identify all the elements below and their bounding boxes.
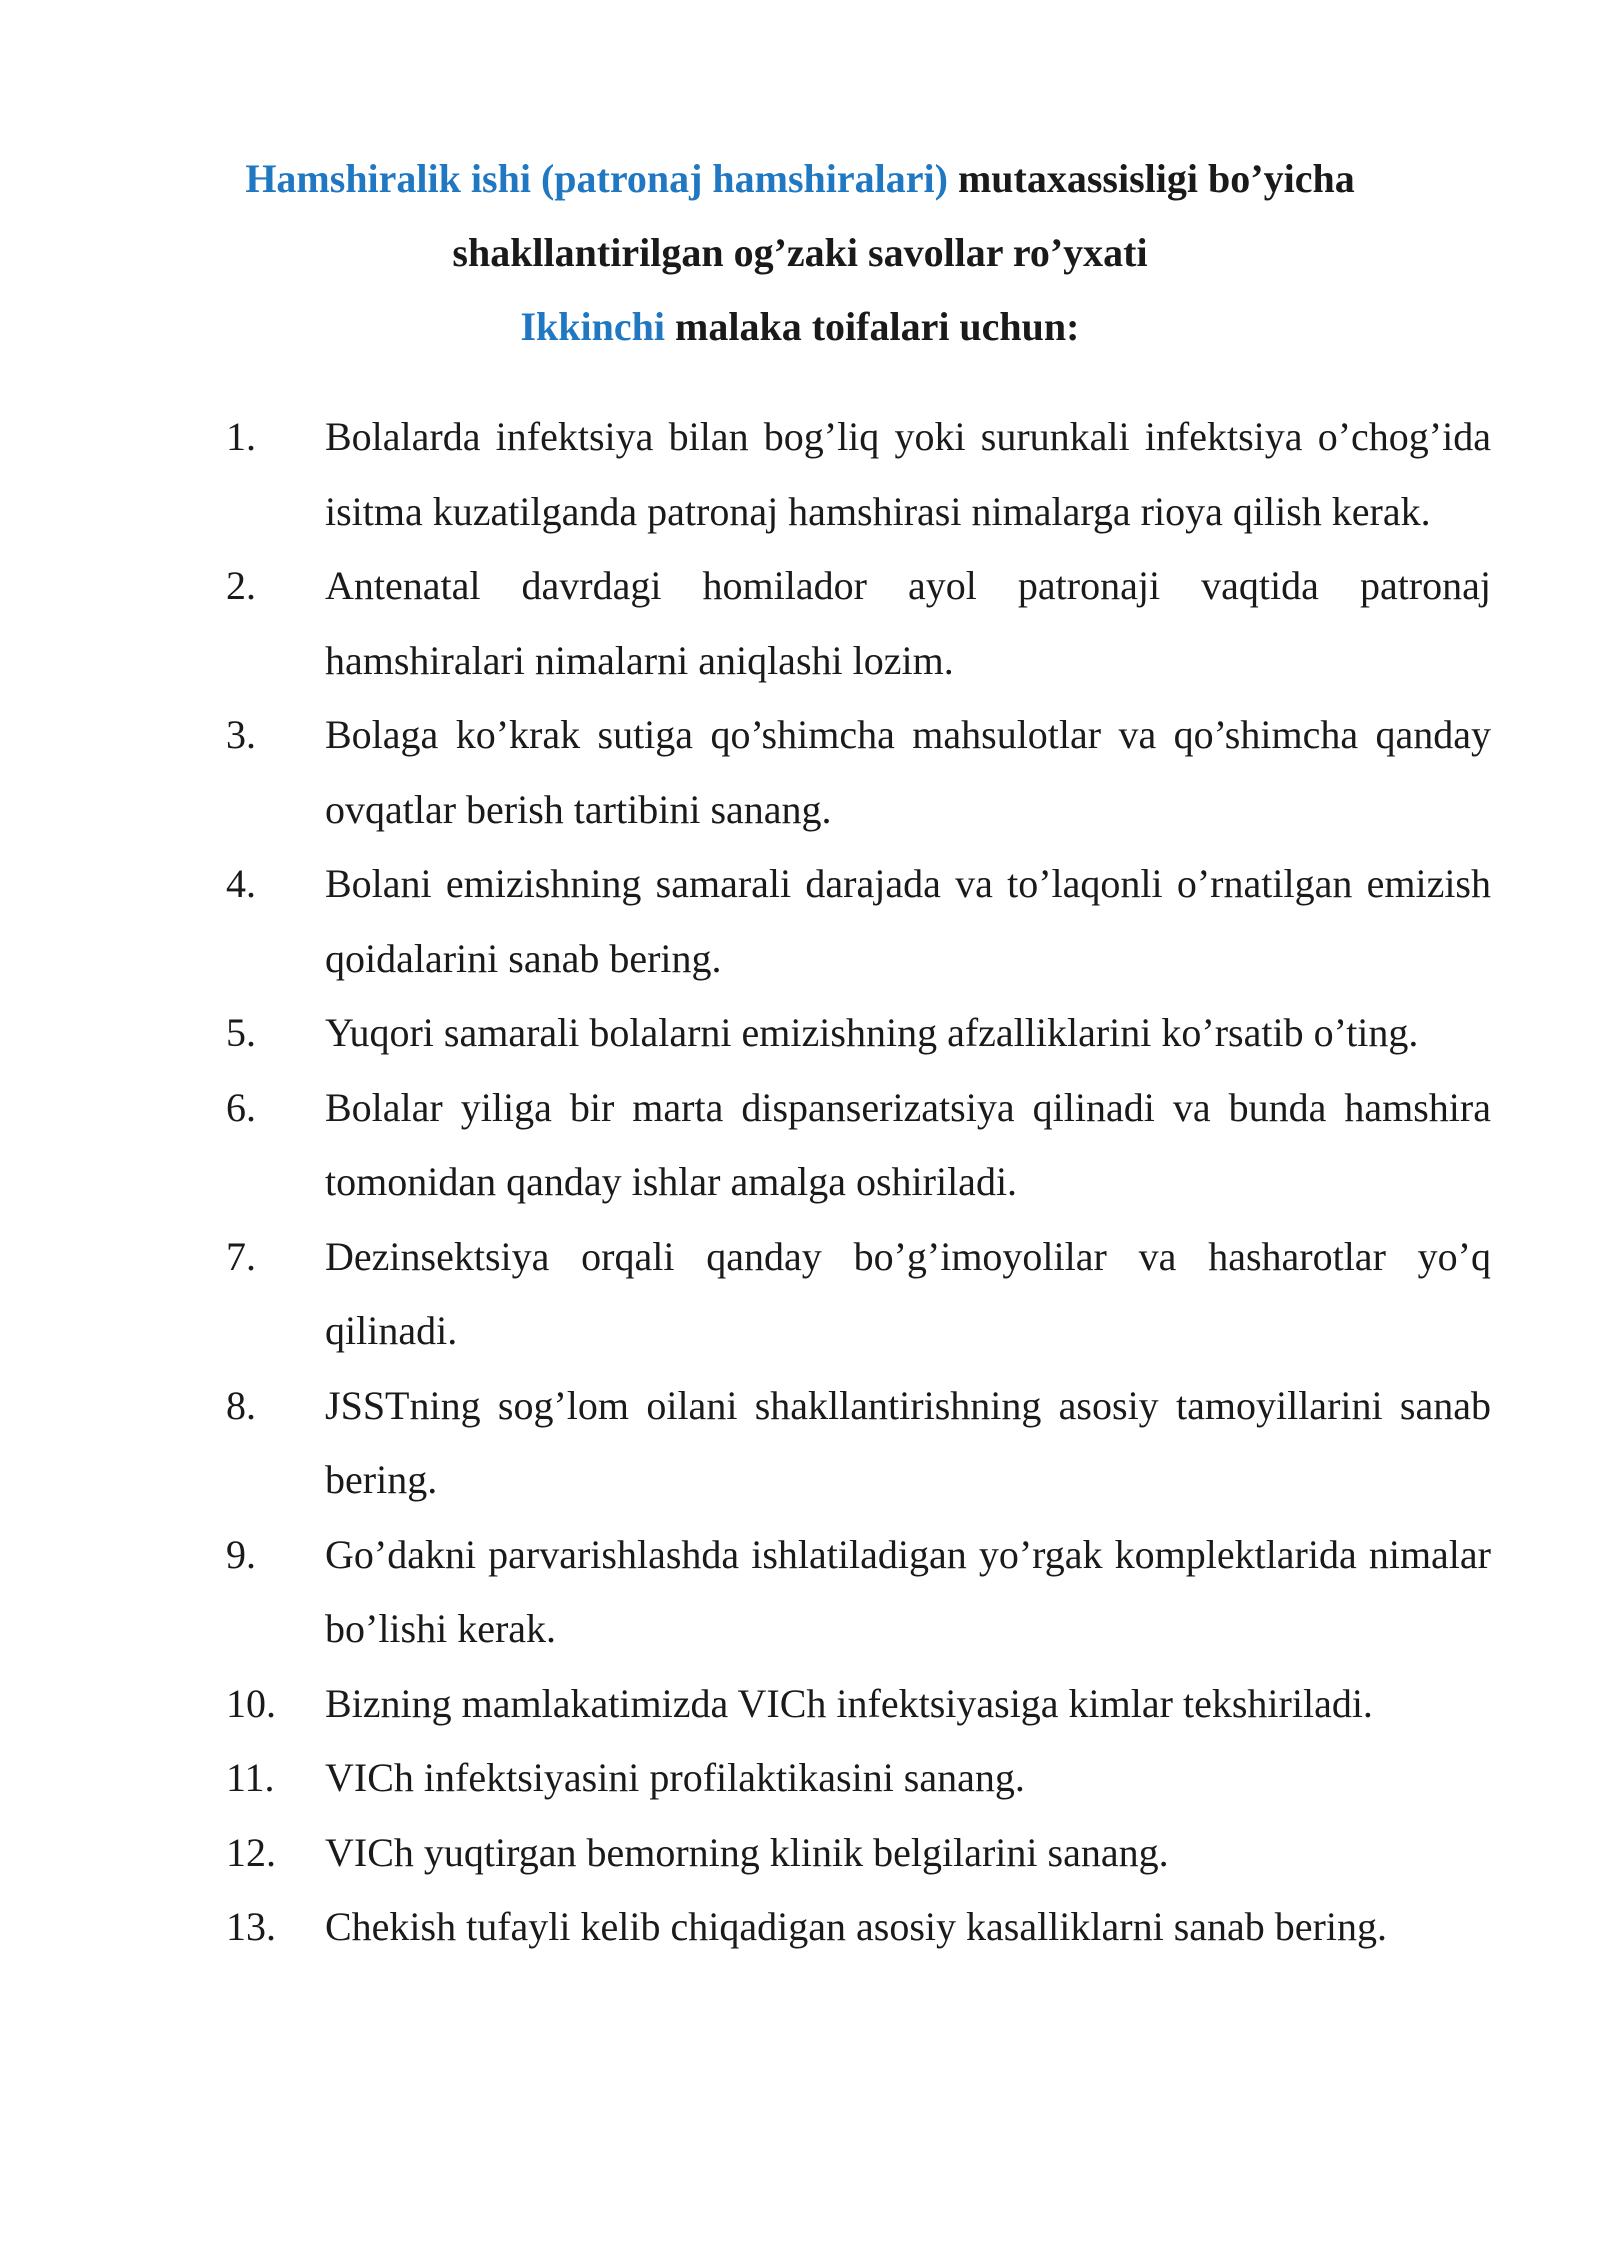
question-number: 4.: [226, 861, 256, 906]
question-text: VICh yuqtirgan bemorning klinik belgilarini sanang.: [325, 1829, 1169, 1875]
question-item: [226, 1071, 1491, 1220]
question-item: [226, 1369, 1491, 1518]
question-item: [226, 698, 1491, 847]
heading-line-3-rest: malaka toifalari uchun:: [665, 304, 1080, 349]
heading-line-2: shakllantirilgan og’zaki savollar ro’yxati: [452, 230, 1148, 275]
question-text: Chekish tufayli kelib chiqadigan asosiy kasalliklarni sanab bering.: [325, 1904, 1387, 1949]
question-text: Go’dakni parvarishlashda ishlatiladigan yo’rgak komplektlarida nimalar bo’lishi kerak.: [325, 1531, 1491, 1651]
question-text: Bolaga ko’krak sutiga qo’shimcha mahsulotlar va qo’shimcha qanday ovqatlar berish tartibini sanang.: [325, 712, 1491, 832]
question-text: Dezinsektsiya orqali qanday bo’g’imoyolilar va hasharotlar yo’q qilinadi.: [325, 1233, 1491, 1353]
question-item: [226, 1518, 1491, 1667]
questions-list: [226, 400, 1491, 1965]
heading-specialty: Hamshiralik ishi (patronaj hamshiralari): [245, 156, 948, 201]
question-number: 5.: [226, 1010, 256, 1055]
question-text: JSSTning sog’lom oilani shakllantirishning asosiy tamoyillarini sanab bering.: [325, 1382, 1491, 1502]
question-number: 10.: [226, 1680, 276, 1726]
document-heading: [200, 142, 1400, 364]
question-text: Yuqori samarali bolalarni emizishning afzalliklarini ko’rsatib o’ting.: [325, 1010, 1419, 1055]
question-item: [226, 549, 1491, 698]
question-item: [226, 1890, 1491, 1965]
heading-line-1: [200, 142, 1400, 216]
question-item: [226, 1741, 1491, 1816]
question-item: [226, 996, 1491, 1071]
question-text: Bolani emizishning samarali darajada va to’laqonli o’rnatilgan emizish qoidalarini sanab bering.: [325, 861, 1491, 981]
question-number: 13.: [226, 1904, 276, 1949]
heading-category: Ikkinchi: [520, 304, 666, 349]
question-item: [226, 1220, 1491, 1369]
question-number: 2.: [226, 563, 256, 608]
question-text: VICh infektsiyasini profilaktikasini sanang.: [325, 1755, 1025, 1800]
question-text: Bolalarda infektsiya bilan bog’liq yoki surunkali infektsiya o’chog’ida isitma kuzatilganda patronaj hamshirasi nimalarga rioya qilish kerak.: [325, 414, 1491, 534]
question-item: [226, 400, 1491, 549]
heading-line-3: [200, 290, 1400, 364]
question-item: [226, 847, 1491, 996]
question-number: 6.: [226, 1084, 256, 1130]
heading-line-1-rest: mutaxassisligi bo’yicha: [947, 156, 1355, 201]
question-number: 7.: [226, 1233, 256, 1279]
question-number: 1.: [226, 414, 256, 459]
question-item: [226, 1667, 1491, 1742]
question-number: 11.: [226, 1755, 275, 1800]
question-text: Bizning mamlakatimizda VICh infektsiyasiga kimlar tekshiriladi.: [325, 1680, 1373, 1726]
question-text: Bolalar yiliga bir marta dispanserizatsiya qilinadi va bunda hamshira tomonidan qanday ishlar amalga oshiriladi.: [325, 1084, 1491, 1204]
question-text: Antenatal davrdagi homilador ayol patronaji vaqtida patronaj hamshiralari nimalarni aniqlashi lozim.: [325, 563, 1491, 683]
question-item: [226, 1816, 1491, 1891]
question-number: 8.: [226, 1382, 256, 1428]
question-number: 9.: [226, 1531, 256, 1577]
question-number: 3.: [226, 712, 256, 757]
question-number: 12.: [226, 1829, 276, 1875]
